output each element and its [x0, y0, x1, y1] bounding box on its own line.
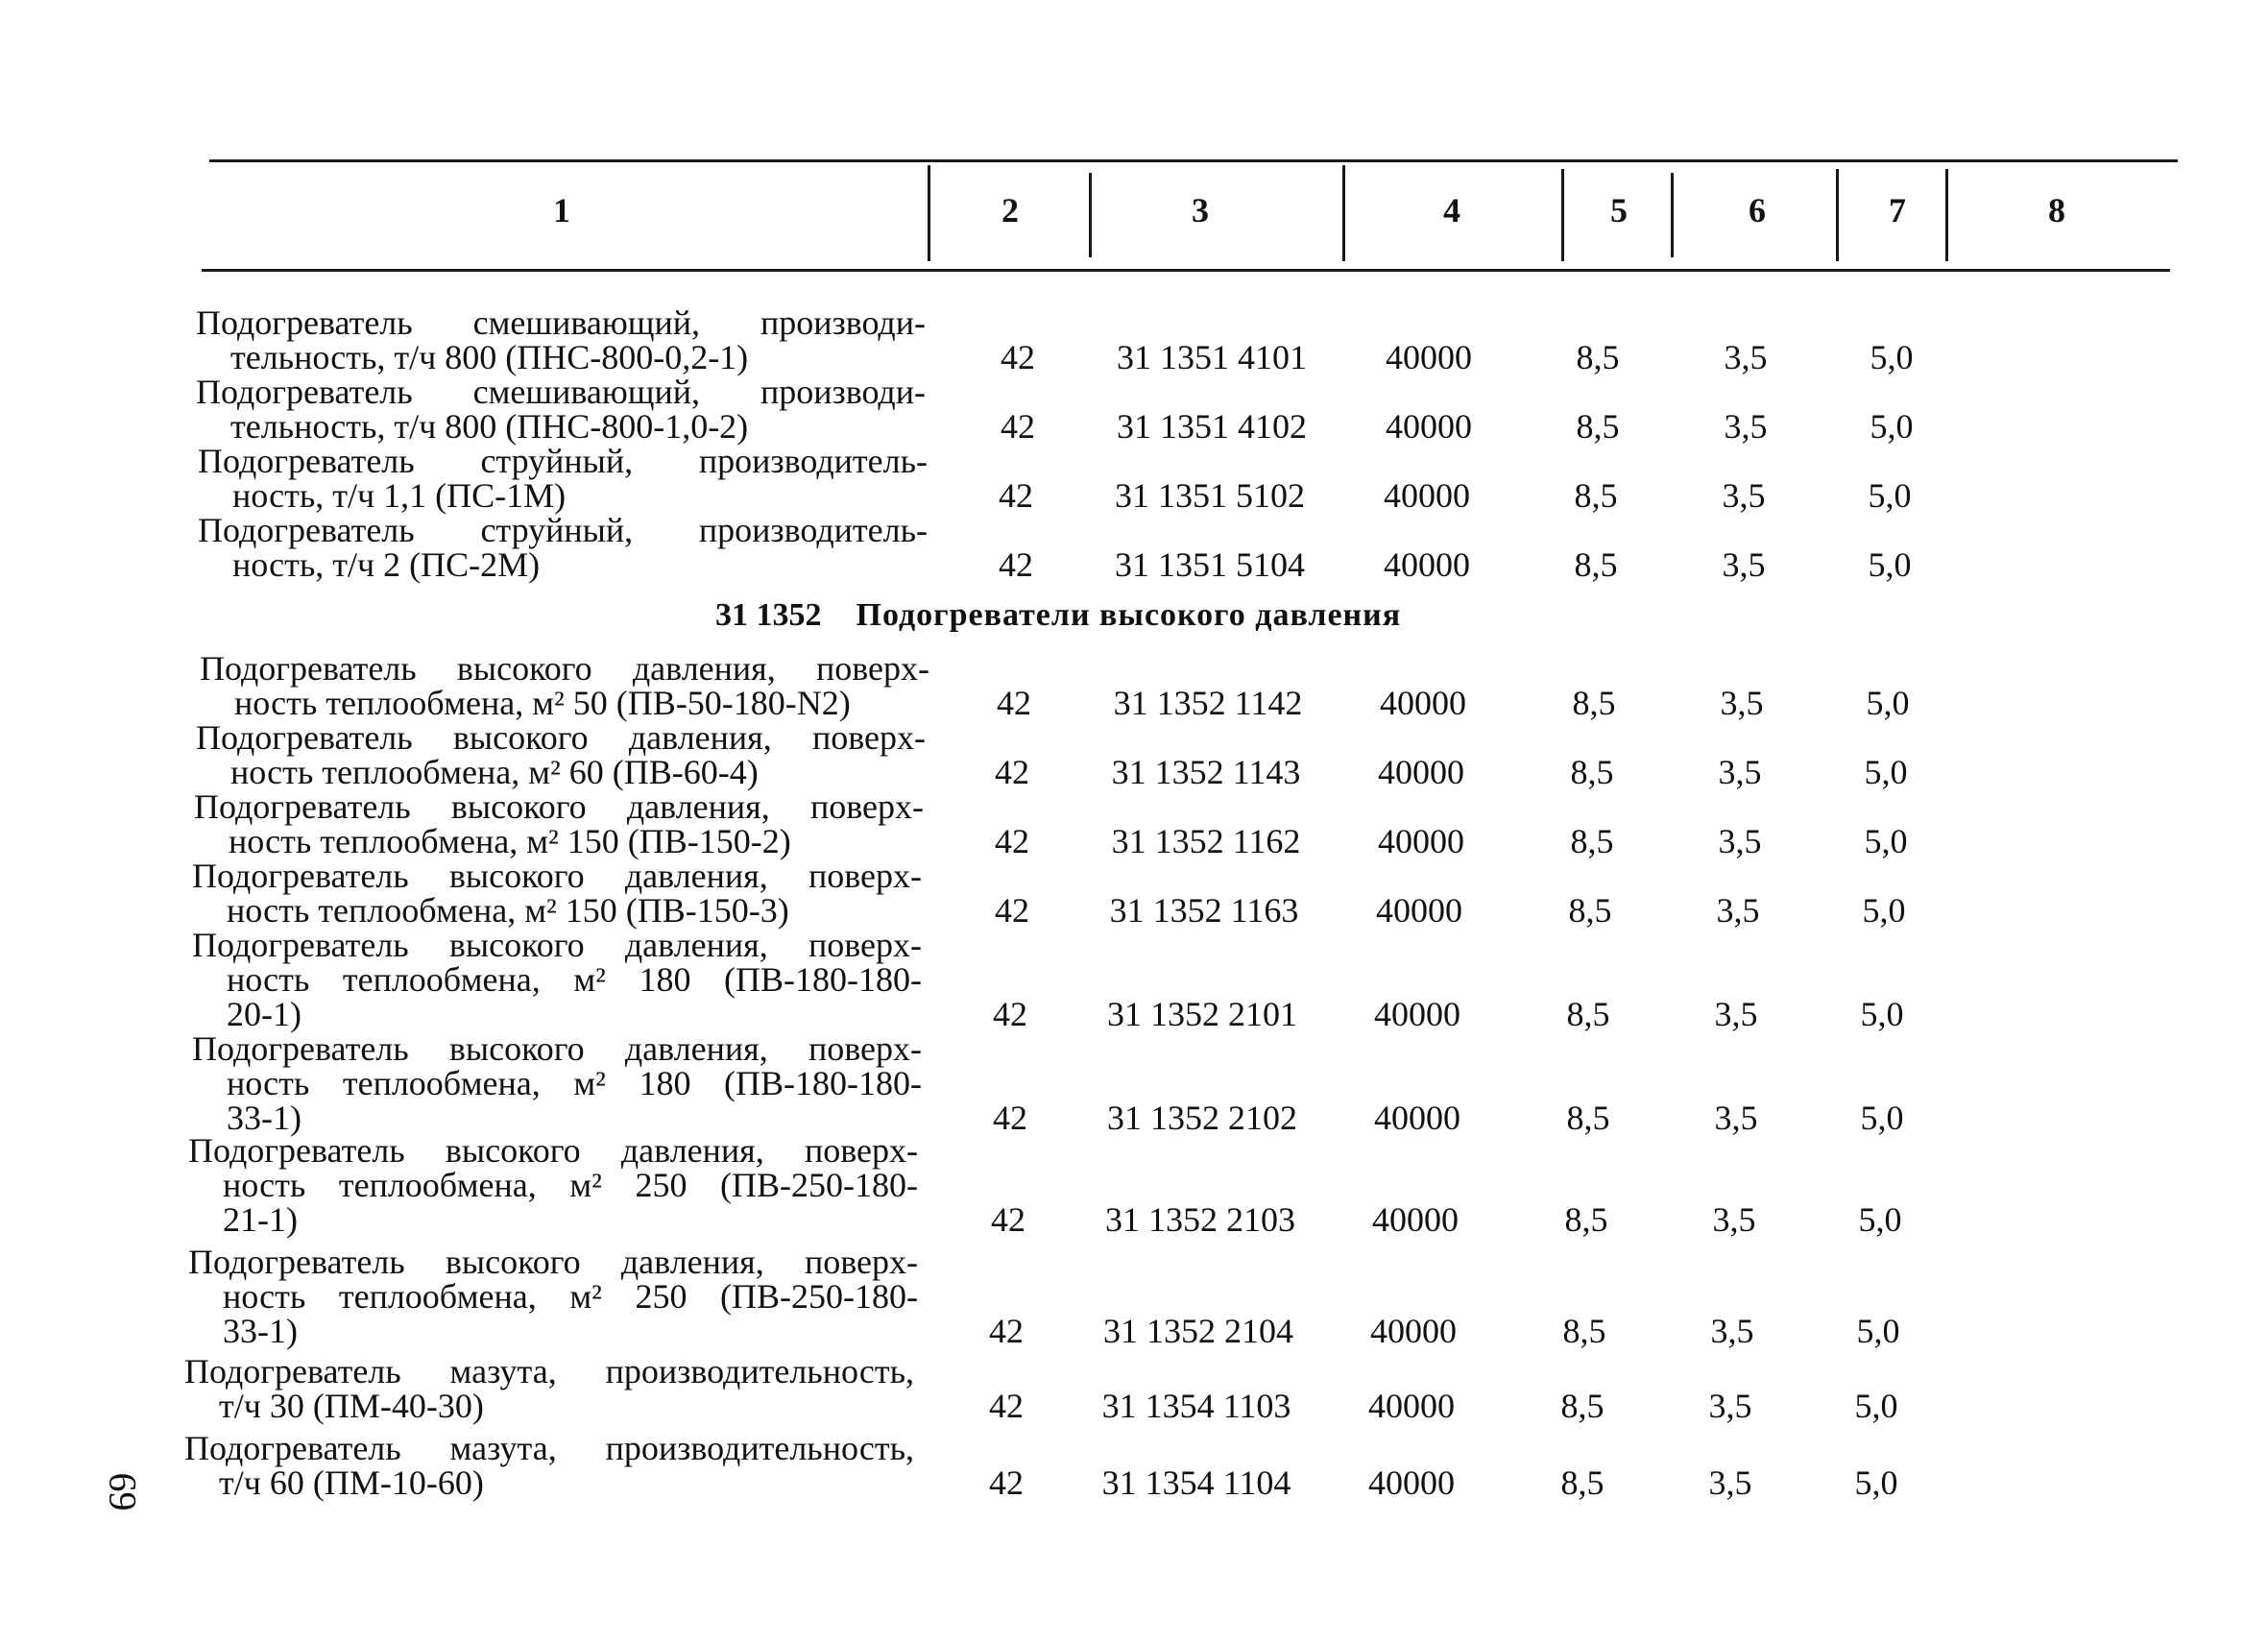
item-name-line: Подогреватель высокого давления, поверх- [188, 1131, 918, 1170]
item-name [188, 1245, 918, 1348]
item-name [196, 305, 926, 375]
header-divider [1089, 173, 1092, 257]
cell-col2: 42 [989, 1463, 1024, 1502]
cell-col6: 3,5 [1708, 1387, 1752, 1425]
cell-col7: 5,0 [1868, 476, 1912, 515]
cell-col5: 8,5 [1566, 995, 1610, 1033]
item-name-line: ность теплообмена, м² 250 (ПВ-250-180- [223, 1166, 918, 1204]
section-title: Подогреватели высокого давления [856, 597, 1402, 633]
cell-col5: 8,5 [1574, 476, 1618, 515]
item-name [192, 858, 922, 928]
cell-col2: 42 [995, 822, 1029, 860]
cell-col2: 42 [997, 684, 1031, 722]
item-name-line: Подогреватель смешивающий, производи- [196, 373, 926, 411]
item-name-line: тельность, т/ч 800 (ПНС-800-1,0-2) [230, 407, 749, 446]
section-code: 31 1352 [715, 597, 822, 633]
item-name-line: ность теплообмена, м² 150 (ПВ-150-2) [229, 822, 791, 860]
cell-col2: 42 [989, 1387, 1024, 1425]
cell-col4: 40000 [1384, 545, 1470, 584]
cell-col5: 8,5 [1564, 1200, 1608, 1239]
item-name-line: тельность, т/ч 800 (ПНС-800-0,2-1) [230, 338, 749, 376]
cell-col4: 40000 [1374, 995, 1460, 1033]
cell-col6: 3,5 [1710, 1312, 1754, 1350]
header-divider [1561, 169, 1564, 261]
column-header-5: 5 [1610, 191, 1628, 230]
item-name-line: ность, т/ч 2 (ПС-2М) [232, 545, 541, 584]
cell-col4: 40000 [1386, 407, 1472, 446]
table-header-bottom-rule [202, 269, 2170, 272]
column-header-6: 6 [1749, 191, 1766, 230]
item-name [192, 1031, 922, 1135]
item-name [198, 444, 928, 513]
cell-col2: 42 [1001, 338, 1035, 376]
item-name-line: Подогреватель высокого давления, поверх- [194, 787, 924, 826]
cell-col3: 31 1351 5104 [1115, 545, 1305, 584]
item-name-line: Подогреватель мазута, производительность, [184, 1352, 914, 1390]
cell-col6: 3,5 [1722, 476, 1766, 515]
cell-col3: 31 1351 5102 [1115, 476, 1305, 515]
cell-col2: 42 [995, 891, 1029, 930]
cell-col4: 40000 [1368, 1463, 1455, 1502]
item-name-line: 21-1) [223, 1200, 298, 1239]
item-name-line: Подогреватель высокого давления, поверх- [192, 926, 922, 964]
cell-col7: 5,0 [1870, 407, 1914, 446]
item-name [198, 513, 928, 582]
cell-col7: 5,0 [1868, 545, 1912, 584]
cell-col4: 40000 [1372, 1200, 1459, 1239]
cell-col7: 5,0 [1866, 684, 1910, 722]
cell-col6: 3,5 [1722, 545, 1766, 584]
cell-col5: 8,5 [1572, 684, 1616, 722]
cell-col4: 40000 [1376, 891, 1462, 930]
cell-col2: 42 [995, 753, 1029, 791]
item-name-line: 33-1) [223, 1312, 298, 1350]
cell-col4: 40000 [1370, 1312, 1457, 1350]
item-name-line: т/ч 30 (ПМ-40-30) [219, 1387, 484, 1425]
cell-col6: 3,5 [1718, 753, 1762, 791]
item-name-line: ность теплообмена, м² 180 (ПВ-180-180- [227, 1064, 922, 1102]
cell-col6: 3,5 [1714, 995, 1758, 1033]
cell-col5: 8,5 [1560, 1463, 1604, 1502]
item-name-line: Подогреватель высокого давления, поверх- [200, 649, 929, 688]
item-name-line: Подогреватель струйный, производитель- [198, 511, 928, 549]
header-divider [1836, 169, 1839, 261]
item-name [188, 1133, 918, 1237]
cell-col5: 8,5 [1568, 891, 1612, 930]
header-divider [928, 165, 930, 261]
column-header-3: 3 [1192, 191, 1209, 230]
item-name [184, 1354, 914, 1423]
item-name [192, 928, 922, 1031]
cell-col7: 5,0 [1864, 822, 1908, 860]
cell-col5: 8,5 [1576, 338, 1620, 376]
cell-col4: 40000 [1378, 753, 1464, 791]
item-name-line: т/ч 60 (ПМ-10-60) [219, 1463, 484, 1502]
table-top-rule [209, 159, 2178, 162]
item-name-line: ность теплообмена, м² 60 (ПВ-60-4) [230, 753, 759, 791]
cell-col4: 40000 [1368, 1387, 1455, 1425]
item-name-line: ность теплообмена, м² 150 (ПВ-150-3) [227, 891, 789, 930]
cell-col3: 31 1351 4102 [1117, 407, 1307, 446]
cell-col7: 5,0 [1860, 1099, 1904, 1137]
item-name-line: ность теплообмена, м² 180 (ПВ-180-180- [227, 960, 922, 999]
item-name-line: Подогреватель мазута, производительность, [184, 1429, 914, 1467]
item-name-line: Подогреватель высокого давления, поверх- [192, 1029, 922, 1068]
item-name-line: ность теплообмена, м² 50 (ПВ-50-180-N2) [234, 684, 851, 722]
item-name [196, 720, 926, 789]
cell-col5: 8,5 [1574, 545, 1618, 584]
cell-col3: 31 1351 4101 [1117, 338, 1307, 376]
column-header-2: 2 [1001, 191, 1019, 230]
cell-col4: 40000 [1380, 684, 1466, 722]
cell-col2: 42 [989, 1312, 1024, 1350]
column-header-8: 8 [2048, 191, 2065, 230]
cell-col5: 8,5 [1560, 1387, 1604, 1425]
cell-col3: 31 1352 1142 [1113, 684, 1303, 722]
cell-col7: 5,0 [1870, 338, 1914, 376]
cell-col3: 31 1352 2101 [1107, 995, 1297, 1033]
cell-col6: 3,5 [1724, 407, 1768, 446]
item-name [184, 1431, 914, 1500]
item-name-line: ность теплообмена, м² 250 (ПВ-250-180- [223, 1277, 918, 1316]
cell-col7: 5,0 [1856, 1312, 1900, 1350]
cell-col2: 42 [1001, 407, 1035, 446]
header-divider [1671, 173, 1674, 257]
cell-col6: 3,5 [1714, 1099, 1758, 1137]
cell-col5: 8,5 [1562, 1312, 1606, 1350]
cell-col6: 3,5 [1712, 1200, 1756, 1239]
cell-col5: 8,5 [1570, 822, 1614, 860]
cell-col4: 40000 [1374, 1099, 1460, 1137]
cell-col7: 5,0 [1864, 753, 1908, 791]
item-name-line: 33-1) [227, 1099, 302, 1137]
cell-col3: 31 1352 1162 [1111, 822, 1301, 860]
cell-col3: 31 1352 2102 [1107, 1099, 1297, 1137]
header-divider [1945, 169, 1948, 261]
cell-col6: 3,5 [1720, 684, 1764, 722]
cell-col7: 5,0 [1854, 1387, 1898, 1425]
item-name [194, 789, 924, 858]
cell-col4: 40000 [1386, 338, 1472, 376]
cell-col2: 42 [999, 545, 1033, 584]
cell-col6: 3,5 [1718, 822, 1762, 860]
cell-col7: 5,0 [1860, 995, 1904, 1033]
cell-col6: 3,5 [1708, 1463, 1752, 1502]
cell-col2: 42 [999, 476, 1033, 515]
item-name-line: Подогреватель струйный, производитель- [198, 442, 928, 480]
cell-col3: 31 1352 1143 [1111, 753, 1301, 791]
item-name [200, 651, 929, 720]
cell-col7: 5,0 [1862, 891, 1906, 930]
item-name-line: Подогреватель высокого давления, поверх- [188, 1243, 918, 1281]
column-header-1: 1 [553, 191, 570, 230]
cell-col3: 31 1352 2104 [1103, 1312, 1293, 1350]
cell-col5: 8,5 [1570, 753, 1614, 791]
item-name-line: Подогреватель высокого давления, поверх- [192, 857, 922, 895]
cell-col4: 40000 [1378, 822, 1464, 860]
item-name-line: ность, т/ч 1,1 (ПС-1М) [232, 476, 567, 515]
cell-col2: 42 [993, 1099, 1027, 1137]
section-heading [715, 597, 1401, 634]
cell-col3: 31 1354 1104 [1101, 1463, 1291, 1502]
column-header-4: 4 [1443, 191, 1460, 230]
cell-col6: 3,5 [1716, 891, 1760, 930]
cell-col3: 31 1352 1163 [1109, 891, 1299, 930]
item-name-line: 20-1) [227, 995, 302, 1033]
cell-col7: 5,0 [1854, 1463, 1898, 1502]
cell-col5: 8,5 [1576, 407, 1620, 446]
item-name [196, 375, 926, 444]
header-divider [1342, 165, 1345, 261]
cell-col4: 40000 [1384, 476, 1470, 515]
cell-col2: 42 [991, 1200, 1025, 1239]
cell-col5: 8,5 [1566, 1099, 1610, 1137]
item-name-line: Подогреватель смешивающий, производи- [196, 303, 926, 342]
column-header-7: 7 [1889, 191, 1906, 230]
cell-col2: 42 [993, 995, 1027, 1033]
page-number: 69 [101, 1472, 145, 1511]
cell-col6: 3,5 [1724, 338, 1768, 376]
item-name-line: Подогреватель высокого давления, поверх- [196, 718, 926, 757]
cell-col7: 5,0 [1858, 1200, 1902, 1239]
cell-col3: 31 1354 1103 [1101, 1387, 1291, 1425]
cell-col3: 31 1352 2103 [1105, 1200, 1295, 1239]
